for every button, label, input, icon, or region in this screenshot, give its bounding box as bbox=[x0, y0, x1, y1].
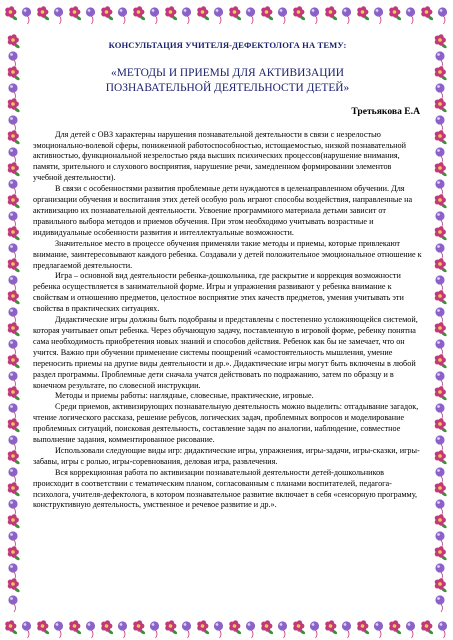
flower-icon bbox=[435, 386, 448, 401]
ball-icon bbox=[435, 211, 444, 228]
ball-icon bbox=[435, 83, 444, 100]
decorative-frame-bottom bbox=[0, 614, 453, 640]
flower-icon bbox=[8, 482, 21, 497]
flower-icon bbox=[325, 620, 338, 635]
flower-icon bbox=[435, 418, 448, 433]
ball-icon bbox=[310, 621, 319, 638]
flower-icon bbox=[389, 620, 402, 635]
paragraph: Для детей с ОВЗ характерны нарушения познавательной деятельности в связи с незрелостью эмоционально-волевой сферы, пониженной работоспособностью, истощаемостью, низкой познавательной активностью, функциональной незрелостью ряда высших психических процессов(нарушение внимания, памяти, зрительного и слухового восприятия, нарушение речи, замедленном формировании элементов учебной деятельности). bbox=[33, 129, 406, 183]
ball-icon bbox=[435, 563, 444, 580]
ball-icon bbox=[310, 7, 319, 24]
ball-icon bbox=[435, 435, 444, 452]
ball-icon bbox=[22, 621, 31, 638]
ball-icon bbox=[182, 7, 191, 24]
paragraph: Игра – основной вид деятельности ребенка-дошкольника, где раскрытие и коррекция возможности ребенка осуществляется в занимательной форме. Игры и упражнения развивают у ребенка внимание к свойствам и отношению предметов, целостное восприятие этих качеств предметов, умения учитывать эти свойства в практических ситуациях. bbox=[33, 271, 404, 314]
ball-icon bbox=[8, 179, 17, 196]
document-content bbox=[33, 40, 422, 610]
ball-icon bbox=[435, 51, 444, 68]
ball-icon bbox=[342, 621, 351, 638]
flower-icon bbox=[435, 514, 448, 529]
ball-icon bbox=[150, 621, 159, 638]
paragraph: В связи с особенностями развития проблемные дети нуждаются в целенаправленном обучении. Для организации обучения и воспитания этих детей особую роль играют способы воздействия, направленные на активизацию их познавательной деятельности. Усвоение программного материала детьми зависит от правильного выбора методов и приемов обучения. При этом необходимо учитывать возрастные и индивидуальные особенности развития и интеллектуальные возможности. bbox=[33, 184, 413, 237]
flower-icon bbox=[8, 514, 21, 529]
flower-icon bbox=[229, 620, 242, 635]
ball-icon bbox=[8, 51, 17, 68]
ball-icon bbox=[8, 147, 17, 164]
flower-icon bbox=[165, 6, 178, 21]
ball-icon bbox=[438, 621, 447, 638]
flower-icon bbox=[8, 450, 21, 465]
ball-icon bbox=[435, 499, 444, 516]
ball-icon bbox=[435, 115, 444, 132]
flower-icon bbox=[69, 6, 82, 21]
ball-icon bbox=[22, 7, 31, 24]
flower-icon bbox=[8, 226, 21, 241]
ball-icon bbox=[246, 7, 255, 24]
ball-icon bbox=[150, 7, 159, 24]
flower-icon bbox=[165, 620, 178, 635]
flower-icon bbox=[435, 66, 448, 81]
flower-icon bbox=[229, 6, 242, 21]
ball-icon bbox=[8, 499, 17, 516]
paragraph: Среди приемов, активизирующих познавательную деятельность можно выделить: отгадывание загадок, чтение логического рассказа, решение ребусов, логических задач, проблемных вопросов и моделирование проблемных ситуаций, поисковая деятельность, составление задач по аналогии, наблюдение, совместное выполнение задания, комментированное рисование. bbox=[33, 402, 419, 445]
flower-icon bbox=[197, 620, 210, 635]
ball-icon bbox=[374, 7, 383, 24]
ball-icon bbox=[435, 595, 444, 612]
ball-icon bbox=[8, 243, 17, 260]
flower-icon bbox=[435, 450, 448, 465]
ball-icon bbox=[406, 621, 415, 638]
flower-icon bbox=[435, 130, 448, 145]
flower-icon bbox=[8, 258, 21, 273]
flower-icon bbox=[5, 6, 18, 21]
ball-icon bbox=[182, 621, 191, 638]
flower-icon bbox=[435, 258, 448, 273]
flower-icon bbox=[197, 6, 210, 21]
ball-icon bbox=[86, 621, 95, 638]
ball-icon bbox=[8, 467, 17, 484]
flower-icon bbox=[435, 226, 448, 241]
flower-icon bbox=[293, 620, 306, 635]
flower-icon bbox=[37, 620, 50, 635]
ball-icon bbox=[8, 115, 17, 132]
flower-icon bbox=[37, 6, 50, 21]
flower-icon bbox=[133, 620, 146, 635]
flower-icon bbox=[435, 354, 448, 369]
flower-icon bbox=[357, 620, 370, 635]
flower-icon bbox=[8, 546, 21, 561]
ball-icon bbox=[374, 621, 383, 638]
ball-icon bbox=[435, 403, 444, 420]
ball-icon bbox=[435, 531, 444, 548]
ball-icon bbox=[435, 371, 444, 388]
flower-icon bbox=[325, 6, 338, 21]
flower-icon bbox=[435, 482, 448, 497]
ball-icon bbox=[435, 179, 444, 196]
paragraph: Значительное место в процессе обучения применяли такие методы и приемы, которые привлекают внимание, заинтересовывают каждого ребенка. Создавали у детей положительное эмоциональное отношение к предлагаемой деятельности. bbox=[33, 238, 422, 270]
flower-icon bbox=[101, 6, 114, 21]
paragraph: Дидактические игры должны быть подобраны и представлены с постепенно усложняющейся системой, которая учитывает опыт ребенка. Через обучающую задачу, поставленную в игровой форме, ребенку понятна сама необходимость приобретения новых знаний и способов действия. Ребенок как бы не замечает, что он учится. Важно при обучении применение системы поощрений «самостоятельность мышления, умение переносить приемы на другие виды деятельности и др.». Дидактические игры могут быть включены в любой раздел программы. Проблемные дети сначала учатся действовать по подражанию, затем по образцу и в конечном результате, по словесной инструкции. bbox=[33, 315, 418, 390]
ball-icon bbox=[214, 621, 223, 638]
title-line-1: «МЕТОДЫ И ПРИЕМЫ ДЛЯ АКТИВИЗАЦИИ bbox=[111, 67, 344, 79]
ball-icon bbox=[8, 275, 17, 292]
consultation-heading: КОНСУЛЬТАЦИЯ УЧИТЕЛЯ-ДЕФЕКТОЛОГА НА ТЕМУ: bbox=[108, 40, 347, 50]
flower-icon bbox=[435, 290, 448, 305]
flower-icon bbox=[357, 6, 370, 21]
flower-icon bbox=[435, 578, 448, 593]
ball-icon bbox=[406, 7, 415, 24]
ball-icon bbox=[54, 621, 63, 638]
flower-icon bbox=[435, 194, 448, 209]
flower-icon bbox=[8, 130, 21, 145]
paragraph: Вся коррекционная работа по активизации познавательной деятельности детей-дошкольников происходит в соответствии с тематическим планом, согласованным с планами воспитателей, педагога-психолога, учителя-дефектолога, в котором познавательное развитие включает в себя «сенсорную программу, конструктивную деятельность, умственное и речевое развитие и др.». bbox=[33, 467, 418, 510]
flower-icon bbox=[8, 290, 21, 305]
ball-icon bbox=[86, 7, 95, 24]
flower-icon bbox=[421, 6, 434, 21]
ball-icon bbox=[8, 83, 17, 100]
ball-icon bbox=[435, 147, 444, 164]
ball-icon bbox=[246, 621, 255, 638]
ball-icon bbox=[8, 211, 17, 228]
flower-icon bbox=[8, 98, 21, 113]
flower-icon bbox=[421, 620, 434, 635]
flower-icon bbox=[293, 6, 306, 21]
ball-icon bbox=[54, 7, 63, 24]
ball-icon bbox=[342, 7, 351, 24]
ball-icon bbox=[8, 339, 17, 356]
ball-icon bbox=[435, 243, 444, 260]
document-body bbox=[33, 130, 422, 512]
flower-icon bbox=[8, 322, 21, 337]
flower-icon bbox=[435, 546, 448, 561]
ball-icon bbox=[8, 595, 17, 612]
flower-icon bbox=[8, 354, 21, 369]
decorative-frame-top bbox=[0, 0, 453, 26]
ball-icon bbox=[435, 339, 444, 356]
flower-icon bbox=[435, 98, 448, 113]
flower-icon bbox=[8, 194, 21, 209]
ball-icon bbox=[438, 7, 447, 24]
flower-icon bbox=[261, 6, 274, 21]
flower-icon bbox=[261, 620, 274, 635]
ball-icon bbox=[214, 7, 223, 24]
title-line-2: ПОЗНАВАТЕЛЬНОЙ ДЕЯТЕЛЬНОСТИ ДЕТЕЙ» bbox=[105, 81, 350, 94]
ball-icon bbox=[435, 307, 444, 324]
author-name: Третьякова Е.А bbox=[351, 105, 420, 117]
ball-icon bbox=[118, 7, 127, 24]
flower-icon bbox=[69, 620, 82, 635]
flower-icon bbox=[435, 322, 448, 337]
ball-icon bbox=[118, 621, 127, 638]
paragraph: Методы и приемы работы: наглядные, словесные, практические, игровые. bbox=[55, 391, 314, 401]
ball-icon bbox=[8, 435, 17, 452]
flower-icon bbox=[8, 34, 21, 49]
flower-icon bbox=[5, 620, 18, 635]
ball-icon bbox=[8, 531, 17, 548]
ball-icon bbox=[435, 467, 444, 484]
flower-icon bbox=[8, 578, 21, 593]
flower-icon bbox=[8, 162, 21, 177]
flower-icon bbox=[435, 162, 448, 177]
flower-icon bbox=[8, 66, 21, 81]
ball-icon bbox=[8, 563, 17, 580]
paragraph: Использовали следующие виды игр: дидактические игры, упражнения, игры-задачи, игры-сказки, игры-забавы, игры с ролью, игры-соревнования, деловая игра, развлечения. bbox=[33, 445, 420, 466]
flower-icon bbox=[133, 6, 146, 21]
ball-icon bbox=[8, 403, 17, 420]
decorative-frame-right bbox=[427, 26, 453, 614]
flower-icon bbox=[101, 620, 114, 635]
ball-icon bbox=[278, 7, 287, 24]
flower-icon bbox=[8, 386, 21, 401]
decorative-frame-left bbox=[0, 26, 26, 614]
flower-icon bbox=[435, 34, 448, 49]
flower-icon bbox=[8, 418, 21, 433]
ball-icon bbox=[8, 371, 17, 388]
ball-icon bbox=[435, 275, 444, 292]
ball-icon bbox=[8, 307, 17, 324]
flower-icon bbox=[389, 6, 402, 21]
ball-icon bbox=[278, 621, 287, 638]
